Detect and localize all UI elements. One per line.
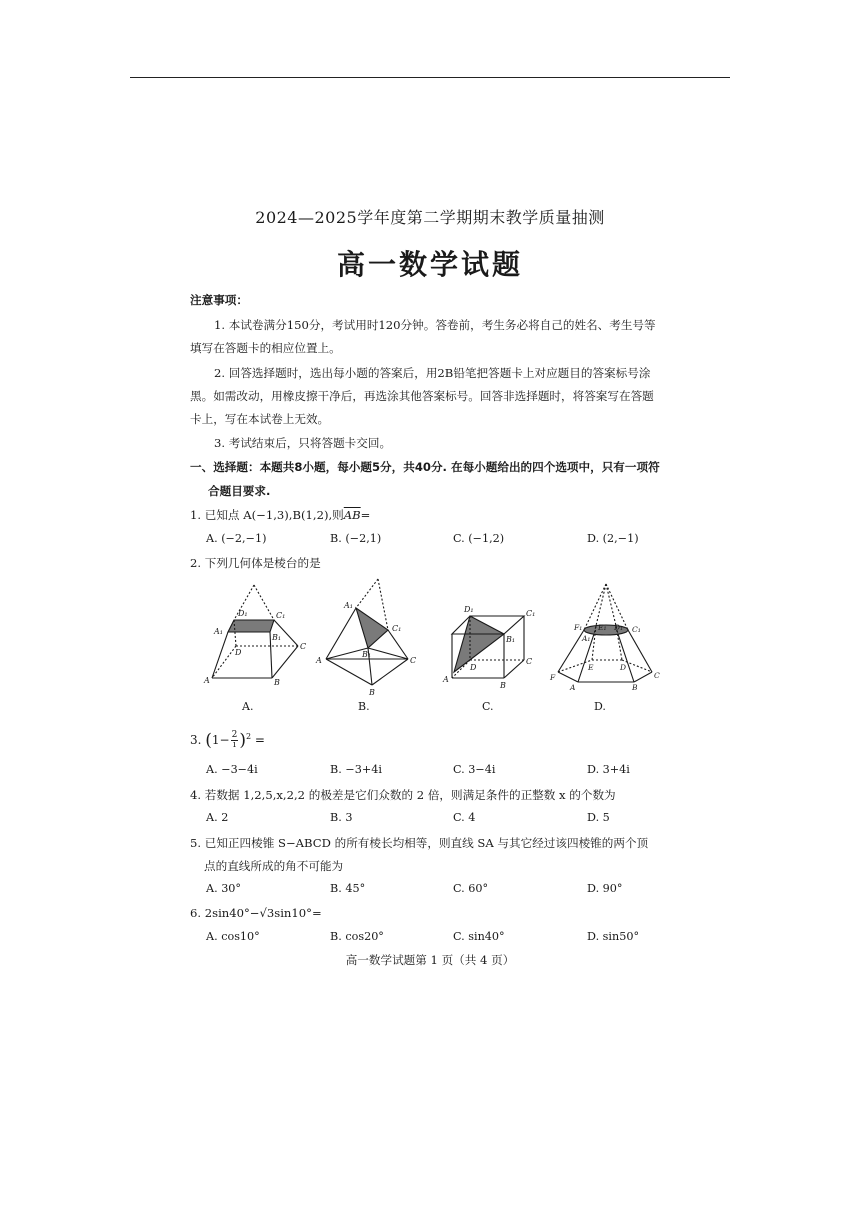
q3-option-b: B. −3+4i: [330, 763, 382, 776]
figD-label-e1: E₁: [598, 623, 607, 632]
figC-label-b: B: [500, 681, 506, 690]
q3-stem: 3. (1− $\frac{2}{i}$ )$^2$ =: [190, 730, 265, 751]
q3-number: 3.: [190, 733, 202, 747]
notice-heading: 注意事项：: [190, 293, 248, 307]
q1-vector: $\overline{AB}$: [343, 508, 361, 522]
q2-stem: 2. 下列几何体是棱台的是: [190, 556, 321, 570]
figB-label-b: B: [369, 688, 375, 697]
section1-line1: 一、选择题：本题共8小题，每小题5分，共40分. 在每小题给出的四个选项中，只有一项符: [190, 460, 660, 474]
q3-fraction: [231, 731, 239, 750]
page-footer: 高一数学试题第 1 页（共 4 页）: [345, 953, 515, 967]
q2-figure-a-label: A.: [242, 700, 254, 713]
q2-figure-c: [440, 602, 540, 690]
q2-figure-d-label: D.: [594, 700, 606, 713]
q6-option-b: B. cos20°: [330, 930, 384, 943]
notice-item1-line2: 填写在答题卡的相应位置上。: [190, 341, 341, 355]
figD-label-d: D: [620, 663, 627, 672]
q2-figure-c-label: C.: [482, 700, 494, 713]
q6-option-a: A. cos10°: [206, 930, 260, 943]
figB-label-c1: C₁: [392, 624, 402, 633]
q5-option-b: B. 45°: [330, 882, 366, 895]
q3-option-c: C. 3−4i: [453, 763, 496, 776]
figA-label-c: C: [300, 642, 307, 651]
notice-item1-line1: 1. 本试卷满分150分，考试用时120分钟。答卷前，考生务必将自己的姓名、考生号等: [214, 318, 656, 332]
figD-label-c1: C₁: [632, 625, 641, 634]
exam-title: 高一数学试题: [336, 248, 523, 281]
top-rule: [130, 77, 730, 78]
figA-label-b1: B₁: [272, 633, 282, 642]
q1-option-a: A. (−2,−1): [206, 532, 267, 545]
q6-option-c: C. sin40°: [453, 930, 505, 943]
q1-option-b: B. (−2,1): [330, 532, 382, 545]
q1-stem: [190, 508, 370, 522]
q2-figure-b: [312, 575, 422, 700]
q3-fraction-denominator: i: [233, 740, 236, 750]
figB-label-c: C: [410, 656, 417, 665]
q1-option-c: C. (−1,2): [453, 532, 505, 545]
figA-label-a1: A₁: [214, 627, 223, 636]
figB-label-a: A: [316, 656, 322, 665]
q2-figure-a: [198, 580, 308, 690]
figC-label-d: D: [470, 663, 477, 672]
q2-figure-d: [548, 580, 666, 690]
q4-option-b: B. 3: [330, 811, 353, 824]
figA-label-c1: C₁: [276, 611, 286, 620]
q1-stem-suffix: =: [360, 508, 371, 522]
figD-label-d1: D₁: [614, 623, 624, 632]
q1-option-d: D. (2,−1): [587, 532, 639, 545]
q5-option-d: D. 90°: [587, 882, 623, 895]
figA-label-b: B: [274, 678, 280, 687]
q5-option-c: C. 60°: [453, 882, 489, 895]
figC-label-c: C: [526, 657, 533, 666]
q3-fraction-numerator: 2: [231, 730, 238, 740]
q4-option-d: D. 5: [587, 811, 610, 824]
figC-label-c1: C₁: [526, 609, 536, 618]
figA-label-d1: D₁: [238, 609, 248, 618]
q5-option-a: A. 30°: [206, 882, 242, 895]
q3-option-a: A. −3−4i: [206, 763, 258, 776]
figC-label-b1: B₁: [506, 635, 516, 644]
notice-item3: 3. 考试结束后，只将答题卡交回。: [214, 436, 392, 450]
figD-label-a1: A₁: [582, 634, 591, 643]
q5-line1: 5. 已知正四棱锥 S−ABCD 的所有棱长均相等，则直线 SA 与其它经过该四棱锥的两个顶: [190, 836, 649, 850]
figB-label-a1: A₁: [344, 601, 353, 610]
q5-line2: 点的直线所成的角不可能为: [204, 859, 344, 873]
figD-label-a: A: [570, 683, 576, 690]
exam-header: 2024—2025学年度第二学期期末教学质量抽测: [255, 208, 605, 227]
figC-label-a: A: [443, 675, 449, 684]
q3-exponent: 2: [246, 732, 252, 741]
section1-line2: 合题目要求.: [208, 484, 271, 498]
notice-item2-line1: 2. 回答选择题时，选出每小题的答案后，用2B铅笔把答题卡上对应题目的答案标号涂: [214, 366, 651, 380]
figB-label-b1: B₁: [362, 650, 372, 659]
q1-stem-prefix: 1. 已知点 A(−1,3),B(1,2),则: [190, 508, 344, 522]
figC-label-d1: D₁: [464, 605, 474, 614]
q6-stem: 6. 2sin40°−√3sin10°=: [190, 906, 322, 920]
figD-label-f: F: [550, 673, 556, 682]
q6-option-d: D. sin50°: [587, 930, 640, 943]
figD-label-c: C: [654, 671, 660, 680]
figA-label-d: D: [235, 648, 242, 657]
q3-option-d: D. 3+4i: [587, 763, 630, 776]
q4-option-a: A. 2: [206, 811, 229, 824]
figA-label-a: A: [204, 676, 210, 685]
figD-label-e: E: [588, 663, 594, 672]
notice-item2-line3: 卡上，写在本试卷上无效。: [190, 412, 330, 426]
figD-label-b: B: [632, 683, 638, 690]
notice-item2-line2: 黑。如需改动，用橡皮擦干净后，再选涂其他答案标号。回答非选择题时，将答案写在答题: [190, 389, 654, 403]
q4-stem: 4. 若数据 1,2,5,x,2,2 的极差是它们众数的 2 倍，则满足条件的正整数 x 的个数为: [190, 788, 616, 802]
q4-option-c: C. 4: [453, 811, 476, 824]
figD-label-f1: F₁: [574, 623, 583, 632]
q2-figure-b-label: B.: [358, 700, 370, 713]
